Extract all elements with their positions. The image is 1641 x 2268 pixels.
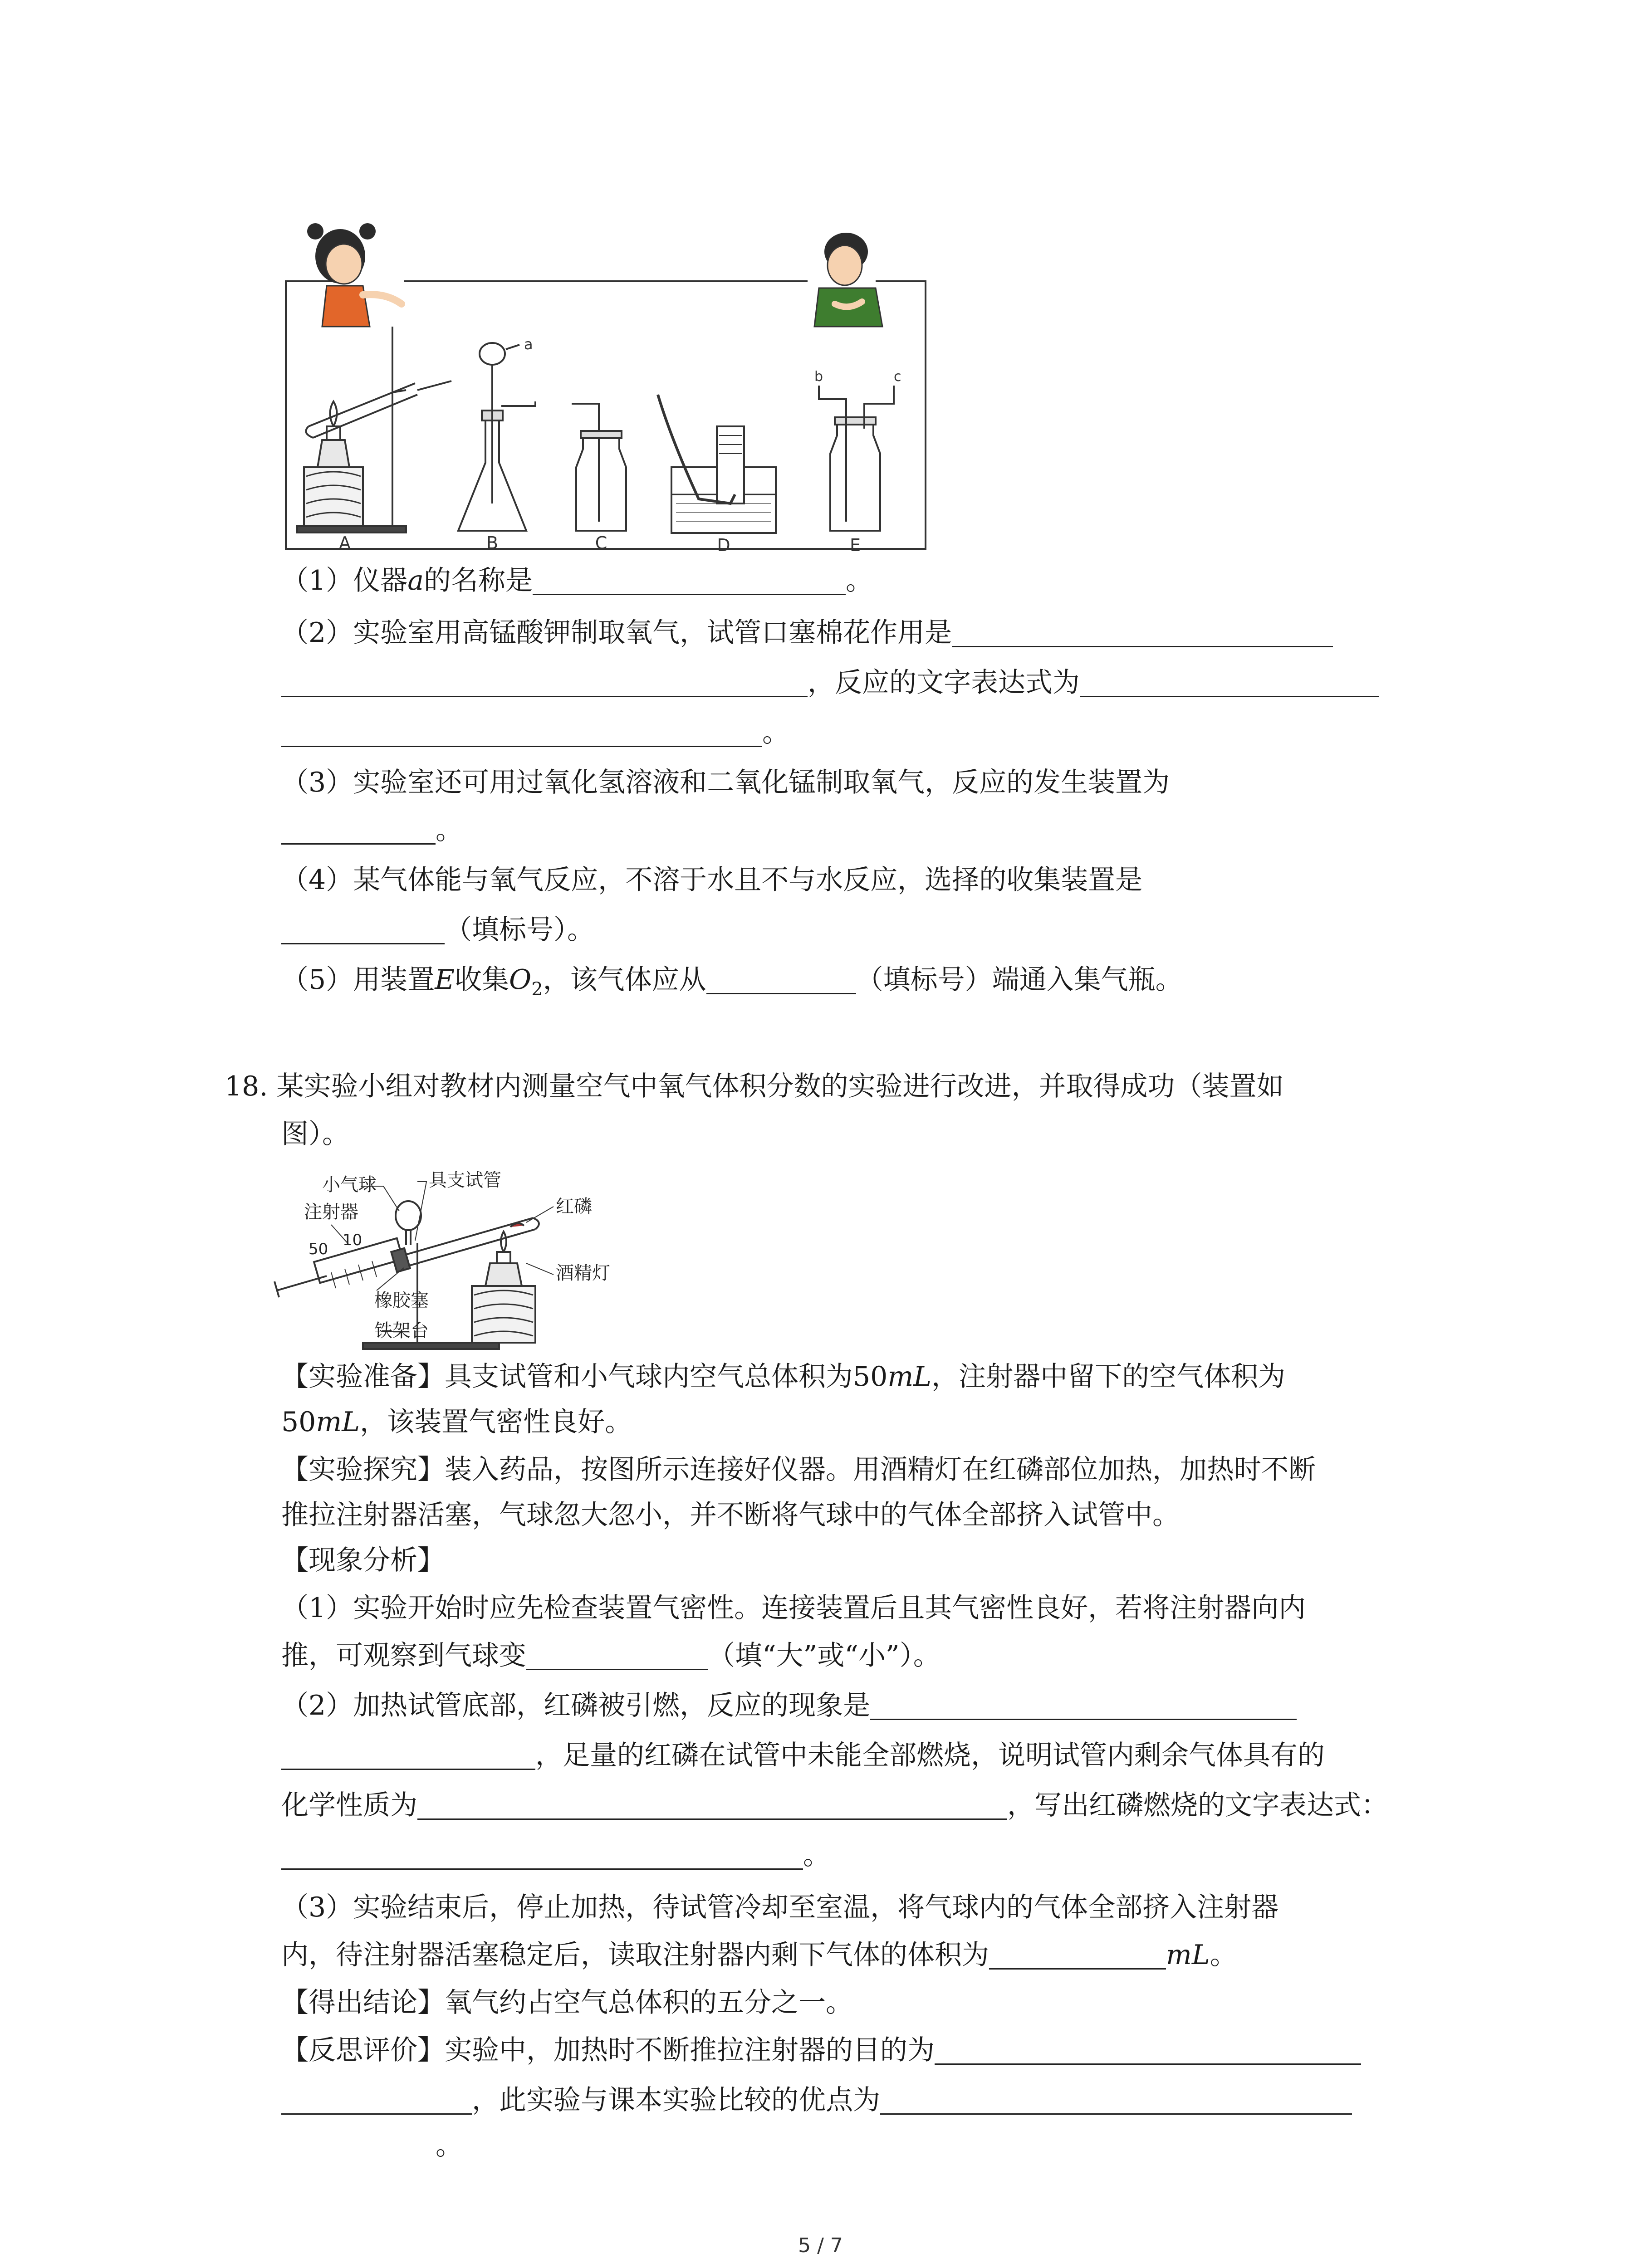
q18-a2-line4: 。 — [281, 1837, 830, 1873]
answer-blank[interactable] — [281, 719, 762, 747]
answer-blank[interactable] — [281, 1741, 535, 1770]
q18-explore-line2: 推拉注射器活塞，气球忽大忽小，并不断将气球中的气体全部挤入试管中。 — [281, 1499, 1180, 1531]
q18-prep-line2: 50mL，该装置气密性良好。 — [281, 1406, 632, 1438]
answer-blank[interactable] — [706, 966, 856, 994]
apparatus-label-e: E — [849, 535, 861, 555]
label-10: 10 — [343, 1231, 362, 1249]
q18-a1-line2: 推，可观察到气球变 （填“大”或“小”）。 — [281, 1640, 941, 1672]
q17-part2-line1: （2）实验室用高锰酸钾制取氧气，试管口塞棉花作用是 — [281, 615, 1333, 651]
phosphorus-apparatus-figure — [272, 1159, 617, 1354]
q18-intro-line2: 图）。 — [281, 1118, 349, 1150]
q17-part3-line2: 。 — [281, 812, 463, 848]
answer-blank[interactable] — [533, 567, 846, 595]
stand-base — [363, 1343, 499, 1349]
boy-illustration — [814, 233, 882, 327]
answer-blank[interactable] — [417, 1791, 1007, 1820]
label-50: 50 — [309, 1240, 328, 1258]
answer-blank[interactable] — [935, 2036, 1361, 2065]
answer-blank[interactable] — [1080, 669, 1379, 697]
answer-blank[interactable] — [989, 1941, 1166, 1970]
answer-blank[interactable] — [281, 816, 436, 845]
apparatus-figure — [272, 213, 944, 558]
apparatus-c — [572, 404, 626, 531]
answer-blank[interactable] — [870, 1691, 1297, 1720]
q18-a1-line1: （1）实验开始时应先检查装置气密性。连接装置后且其气密性良好，若将注射器向内 — [281, 1592, 1306, 1624]
q18-eval-line3: 。 — [436, 2130, 463, 2161]
instrument-a-label: a — [524, 336, 533, 353]
label-stopper: 橡胶塞 — [374, 1290, 429, 1311]
answer-blank[interactable] — [281, 916, 445, 944]
answer-blank[interactable] — [281, 669, 808, 697]
answer-blank[interactable] — [880, 2086, 1352, 2115]
apparatus-b — [458, 343, 535, 531]
q18-a2-line2: ，足量的红磷在试管中未能全部燃烧，说明试管内剩余气体具有的 — [281, 1737, 1325, 1774]
q18-a3-line1: （3）实验结束后，停止加热，待试管冷却至室温，将气球内的气体全部挤入注射器 — [281, 1892, 1279, 1923]
q18-explore-line1: 【实验探究】装入药品，按图所示连接好仪器。用酒精灯在红磷部位加热，加热时不断 — [281, 1454, 1316, 1486]
instrument-c-label: c — [894, 369, 901, 385]
q17-part1: （1）仪器a的名称是 。 — [281, 565, 873, 596]
label-balloon: 小气球 — [322, 1174, 377, 1195]
apparatus-label-b: B — [486, 533, 499, 553]
q18-prep-line1: 【实验准备】具支试管和小气球内空气总体积为50mL，注射器中留下的空气体积为 — [281, 1361, 1286, 1393]
answer-blank[interactable] — [281, 1841, 803, 1870]
answer-blank[interactable] — [952, 619, 1333, 647]
q18-eval-line2: ，此实验与课本实验比较的优点为 — [281, 2082, 1352, 2118]
apparatus-d — [658, 395, 776, 533]
q18-a2-line3: 化学性质为 ，写出红磷燃烧的文字表达式： — [281, 1789, 1388, 1821]
q18-a3-line2: 内，待注射器活塞稳定后，读取注射器内剩下气体的体积为 mL。 — [281, 1939, 1237, 1971]
label-stand: 铁架台 — [374, 1320, 429, 1341]
label-syringe: 注射器 — [304, 1202, 358, 1222]
page-number: 5 / 7 — [798, 2234, 843, 2257]
apparatus-a — [297, 327, 451, 533]
apparatus-e — [819, 386, 894, 531]
instrument-b-label: b — [814, 369, 823, 385]
label-lamp: 酒精灯 — [556, 1263, 610, 1284]
q18-eval-line1: 【反思评价】实验中，加热时不断推拉注射器的目的为 — [281, 2032, 1361, 2068]
apparatus-label-c: C — [595, 533, 607, 553]
answer-blank[interactable] — [526, 1642, 708, 1670]
q17-part5: （5）用装置E收集$O_2$，该气体应从 （填标号）端通入集气瓶。 — [281, 964, 1183, 1000]
q18-conclusion: 【得出结论】氧气约占空气总体积的五分之一。 — [281, 1987, 853, 2019]
label-phosphorus: 红磷 — [556, 1196, 592, 1217]
q17-part4-line2: （填标号）。 — [281, 912, 594, 948]
q17-part2-line2: ，反应的文字表达式为 — [281, 665, 1379, 701]
q18-intro-line1: 18. 某实验小组对教材内测量空气中氧气体积分数的实验进行改进，并取得成功（装置如 — [225, 1070, 1284, 1102]
answer-blank[interactable] — [281, 2086, 472, 2115]
q18-a2-line1: （2）加热试管底部，红磷被引燃，反应的现象是 — [281, 1687, 1297, 1724]
q17-part4-line1: （4）某气体能与氧气反应，不溶于水且不与水反应，选择的收集装置是 — [281, 864, 1143, 896]
apparatus-label-a: A — [339, 533, 351, 553]
q17-part3-line1: （3）实验室还可用过氧化氢溶液和二氧化锰制取氧气，反应的发生装置为 — [281, 767, 1170, 798]
apparatus-label-d: D — [717, 535, 730, 555]
girl-illustration — [307, 223, 402, 327]
label-tube: 具支试管 — [429, 1170, 501, 1191]
q18-analysis-heading: 【现象分析】 — [281, 1545, 445, 1576]
q17-part2-line3: 。 — [281, 714, 789, 751]
lamp-body — [485, 1263, 522, 1286]
